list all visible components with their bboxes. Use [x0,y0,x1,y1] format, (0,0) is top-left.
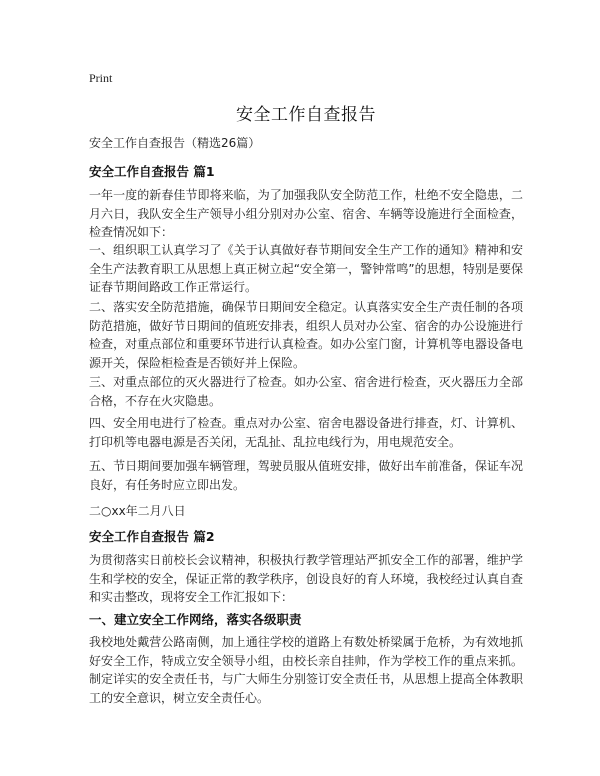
paragraph: 我校地处戴营公路南侧，加上通往学校的道路上有数处桥梁属于危桥，为有效地抓好安全工作，特成立安全领导小组，由校长亲自挂帅，作为学校工作的重点来抓。制定详实的安全责任书，与广大师生分别签订安全责任书，从思想上提高全体教职工的安全意识，树立安全责任心。 [89,635,523,705]
paragraph: 三、对重点部位的灭火器进行了检查。如办公室、宿舍进行检查，灭火器压力全部合格，不存在火灾隐患。 [89,375,523,408]
section-heading: 安全工作自查报告 篇2 [89,529,215,544]
report-date: 二○xx年二月八日 [89,504,186,518]
paragraph: 二、落实安全防范措施，确保节日期间安全稳定。认真落实安全生产责任制的各项防范措施，做好节日期间的值班安排表，组织人员对办公室、宿舍的办公设施进行检查，对重点部位和重要环节进行认真检查。如办公室门窗，计算机等电器设备电源开关，保险柜检查是否锁好并上保险。 [89,300,523,370]
section-heading: 安全工作自查报告 篇1 [89,164,215,179]
paragraph: 一、组织职工认真学习了《关于认真做好春节期间安全生产工作的通知》精神和安全生产法教育职工从思想上真正树立起“安全第一，警钟常鸣”的思想，特别是要保证春节期间路政工作正常运行。 [89,243,523,294]
paragraph: 五、节日期间要加强车辆管理，驾驶员服从值班安排，做好出车前准备，保证车况良好，有任务时应立即出发。 [89,459,523,492]
print-link[interactable]: Print [89,71,113,85]
paragraph: 一年一度的新春佳节即将来临，为了加强我队安全防范工作，杜绝不安全隐患，二月六日，我队安全生产领导小组分别对办公室、宿舍、车辆等设施进行全面检查，检查情况如下： [89,188,523,239]
document-subtitle: 安全工作自查报告（精选26篇） [89,136,261,150]
document-title: 安全工作自查报告 [236,105,376,125]
paragraph: 四、安全用电进行了检查。重点对办公室、宿舍电器设备进行排查，灯、计算机、打印机等电器电源是否关闭，无乱扯、乱拉电线行为，用电规范安全。 [89,416,523,449]
paragraph: 为贯彻落实日前校长会议精神，积极执行教学管理站严抓安全工作的部署，维护学生和学校的安全，保证正常的教学秩序，创设良好的育人环境，我校经过认真自查和实击整改，现将安全工作汇报如下： [89,553,523,604]
section-subheading: 一、建立安全工作网络，落实各级职责 [89,612,302,627]
